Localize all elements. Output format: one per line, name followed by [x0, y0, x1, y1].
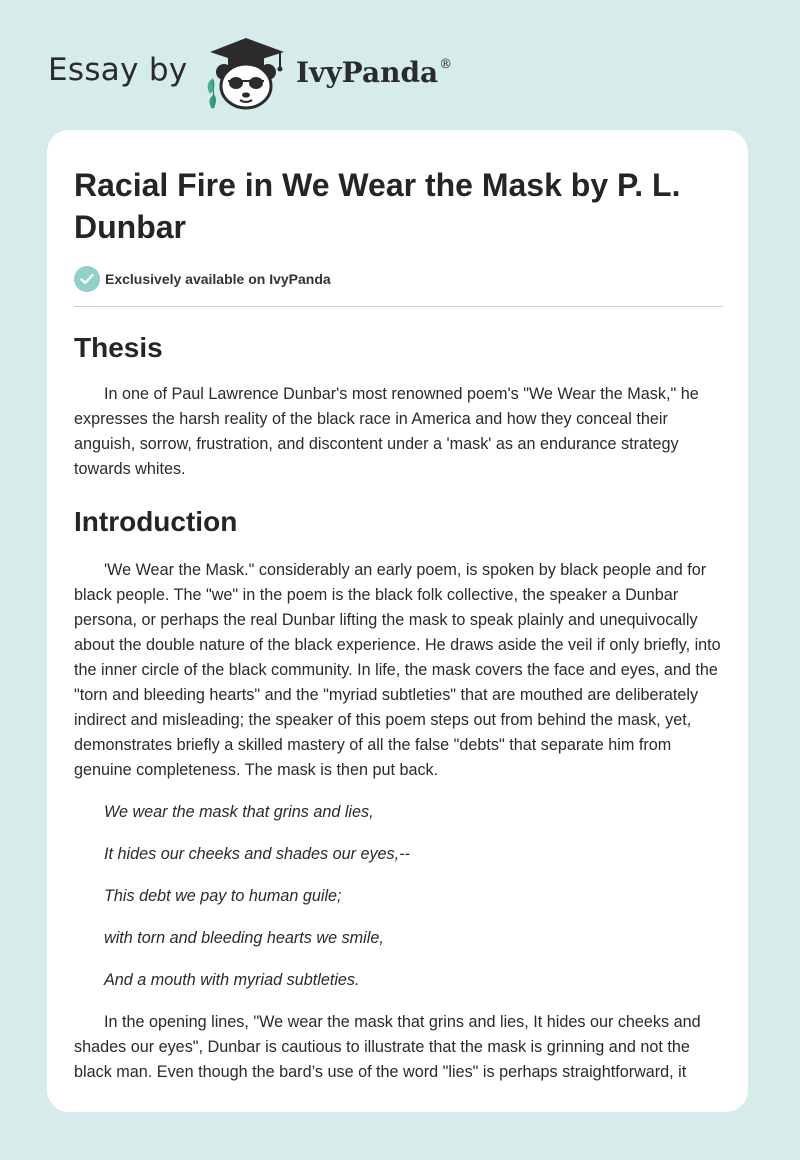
essay-title: Racial Fire in We Wear the Mask by P. L. Dunbar — [74, 167, 681, 245]
poem-verse: This debt we pay to human guile; — [104, 887, 342, 905]
site-header — [0, 0, 800, 130]
poem-verse: We wear the mask that grins and lies, — [104, 803, 374, 821]
section-heading-introduction: Introduction — [74, 506, 238, 537]
analysis-paragraph: In the opening lines, "We wear the mask that grins and lies, It hides our cheeks and shades our eyes", Dunbar is cautious to illustrate that the mask is grinning and not the black man. Even though the bard’s use of the word "lies" is perhaps straightforward, it — [74, 1013, 701, 1081]
exclusive-text: Exclusively available on IvyPanda — [105, 271, 331, 287]
checkmark-icon — [74, 266, 100, 292]
brand-name[interactable] — [296, 56, 452, 89]
exclusive-badge — [74, 265, 721, 293]
introduction-paragraph: 'We Wear the Mask." considerably an early poem, is spoken by black people and for black people. The "we" in the poem is the black folk collective, the speaker a Dunbar persona, or perhaps the real Dunbar lifting the mask to speak plainly and unequivocally about the double nature of the black experience. He draws aside the veil if only briefly, into the inner circle of the black community. In life, the mask covers the face and eyes, and the "torn and bleeding hearts" and the "myriad subtleties" that are mouthed are deliberately indirect and misleading; the speaker of this poem steps out from behind the mask, yet, demonstrates briefly a skilled mastery of all the false "debts" that separate him from genuine completeness. The mask is then put back. — [74, 561, 721, 779]
essay-card — [47, 130, 748, 1112]
poem-verse: And a mouth with myriad subtleties. — [104, 971, 360, 989]
poem-verse: with torn and bleeding hearts we smile, — [104, 929, 384, 947]
divider — [74, 306, 723, 307]
section-heading-thesis: Thesis — [74, 332, 163, 363]
essay-by-label: Essay by — [48, 52, 188, 88]
registered-mark: ® — [439, 57, 453, 72]
panda-graduate-icon[interactable] — [200, 34, 292, 110]
poem-verse: It hides our cheeks and shades our eyes,-- — [104, 845, 410, 863]
brand-text: IvyPanda — [296, 56, 439, 89]
thesis-paragraph: In one of Paul Lawrence Dunbar's most renowned poem's "We Wear the Mask," he expresses the harsh reality of the black race in America and how they conceal their anguish, sorrow, frustration, and discontent under a 'mask' as an endurance strategy towards whites. — [74, 385, 699, 478]
